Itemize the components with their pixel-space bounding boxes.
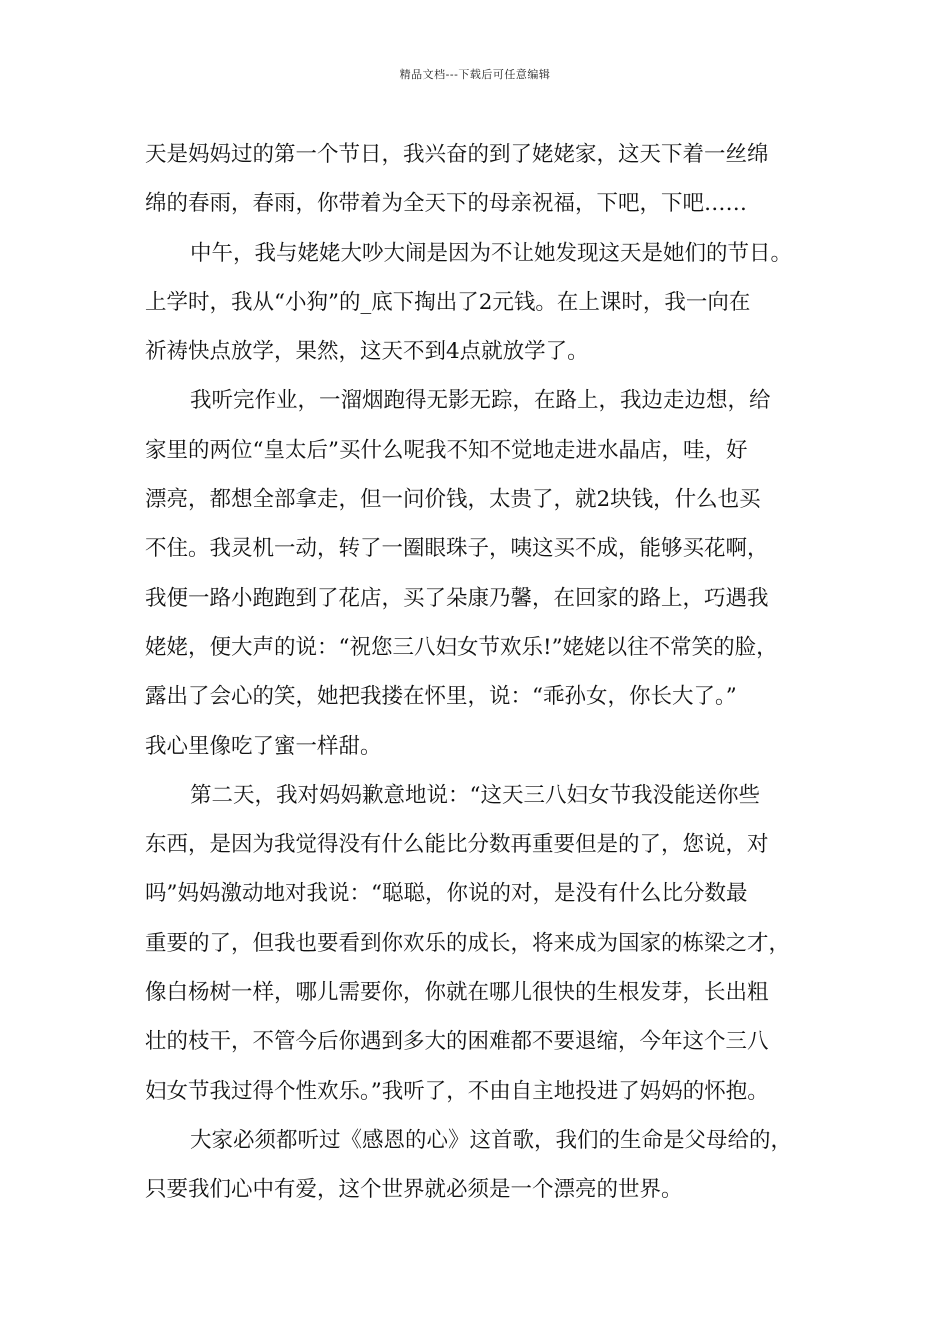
text-line: 绵的春雨，春雨，你带着为全天下的母亲祝福，下吧，下吧……	[145, 191, 748, 217]
text-line: 上学时，我从“小狗”的_底下掏出了2元钱。在上课时，我一向在	[145, 289, 751, 315]
text-line: 祈祷快点放学，果然，这天不到4点就放学了。	[145, 339, 589, 365]
text-line: 家里的两位“皇太后”买什么呢我不知不觉地走进水晶店，哇，好	[145, 437, 748, 463]
text-line: 妇女节我过得个性欢乐。”我听了，不由自主地投进了妈妈的怀抱。	[145, 1078, 769, 1104]
text-line: 东西，是因为我觉得没有什么能比分数再重要但是的了，您说，对	[145, 832, 769, 858]
document-body	[145, 130, 825, 1215]
text-line: 天是妈妈过的第一个节日，我兴奋的到了姥姥家，这天下着一丝绵	[145, 142, 769, 167]
page-header: 精品文档---下载后可任意编辑	[399, 68, 551, 81]
paragraph-start-line: 中午，我与姥姥大吵大闹是因为不让她发现这天是她们的节日。	[190, 240, 793, 266]
text-line: 漂亮，都想全部拿走，但一问价钱，太贵了，就2块钱，什么也买	[145, 487, 761, 513]
paragraph-start-line: 我听完作业，一溜烟跑得无影无踪，在路上，我边走边想，给	[190, 388, 771, 414]
text-line: 我心里像吃了蜜一样甜。	[145, 733, 382, 759]
text-line: 露出了会心的笑，她把我搂在怀里，说：“乖孙女，你长大了。”	[145, 684, 737, 710]
paragraph-start-line: 大家必须都听过《感恩的心》这首歌，我们的生命是父母给的，	[190, 1127, 793, 1153]
text-line: 不住。我灵机一动，转了一圈眼珠子，咦这买不成，能够买花啊，	[145, 536, 769, 562]
text-line: 壮的枝干，不管今后你遇到多大的困难都不要退缩，今年这个三八	[145, 1029, 769, 1055]
text-line: 重要的了，但我也要看到你欢乐的成长，将来成为国家的栋梁之才，	[145, 930, 791, 956]
text-line: 吗”妈妈激动地对我说：“聪聪，你说的对，是没有什么比分数最	[145, 881, 748, 907]
text-line: 只要我们心中有爱，这个世界就必须是一个漂亮的世界。	[145, 1177, 683, 1203]
text-line: 我便一路小跑跑到了花店，买了朵康乃馨，在回家的路上，巧遇我	[145, 585, 769, 611]
text-line: 像白杨树一样，哪儿需要你，你就在哪儿很快的生根发芽，长出粗	[145, 980, 769, 1006]
paragraph-start-line: 第二天，我对妈妈歉意地说：“这天三八妇女节我没能送你些	[190, 782, 760, 808]
text-line: 姥姥，便大声的说：“祝您三八妇女节欢乐!”姥姥以往不常笑的脸，	[145, 634, 778, 660]
